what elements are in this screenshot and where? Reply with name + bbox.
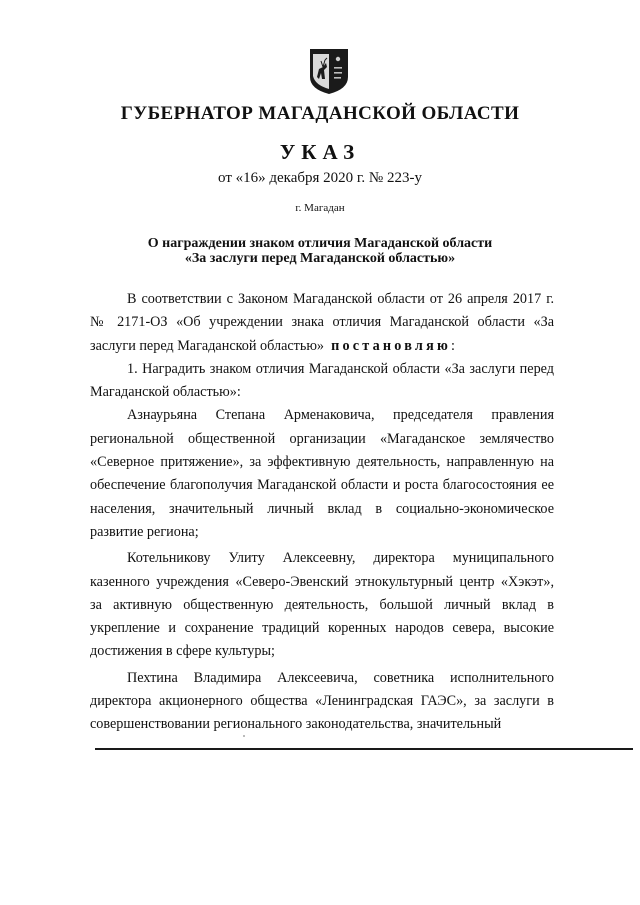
decree-word: постановляю [331,337,451,354]
decree-colon: : [451,337,455,354]
subject-line-2: «За заслуги перед Магаданской областью» [184,251,456,266]
page-bottom-rule [95,748,633,750]
awardee-3-paragraph: Пехтина Владимира Алексеевича, советника исполнительного директора акционерного общества «Ленинградская ГАЭС», за заслуги в совершенствовании регионального законодательства, значительный [90,669,554,733]
decree-city: г. Магадан [295,202,345,214]
scan-speck [243,735,245,737]
intro-paragraph [90,288,554,358]
coat-of-arms-icon [307,47,351,95]
decree-date-number: от «16» декабря 2020 г. № 223-у [218,170,422,186]
decree-subject [0,236,640,266]
awardee-1-paragraph: Азнаурьяна Степана Арменаковича, председателя правления региональной общественной организации «Магаданское землячество «Северное притяжение», за эффективную деятельность, направленную на обеспечение благополучия Магаданской области и роста благосостояния ее населения, значительный личный вклад в социально-экономическое развитие региона; [90,407,554,540]
authority-title: ГУБЕРНАТОР МАГАДАНСКОЙ ОБЛАСТИ [120,103,520,124]
decree-body [90,288,554,737]
intro-text: В соответствии с Законом Магаданской области от 26 апреля 2017 г. № 2171-ОЗ «Об учреждении знака отличия Магаданской области «За заслуги перед Магаданской областью» [90,291,554,354]
document-type-title: УКАЗ [279,140,361,164]
subject-line-1: О награждении знаком отличия Магаданской области [147,236,493,251]
item-1-paragraph: 1. Наградить знаком отличия Магаданской области «За заслуги перед Магаданской областью»: [90,360,554,401]
awardee-2-paragraph: Котельникову Улиту Алексеевну, директора муниципального казенного учреждения «Северо-Эвенский этнокультурный центр «Хэкэт», за активную общественную деятельность, большой личный вклад в укрепление и сохранение традиций коренных народов севера, высокие достижения в сфере культуры; [90,550,554,660]
